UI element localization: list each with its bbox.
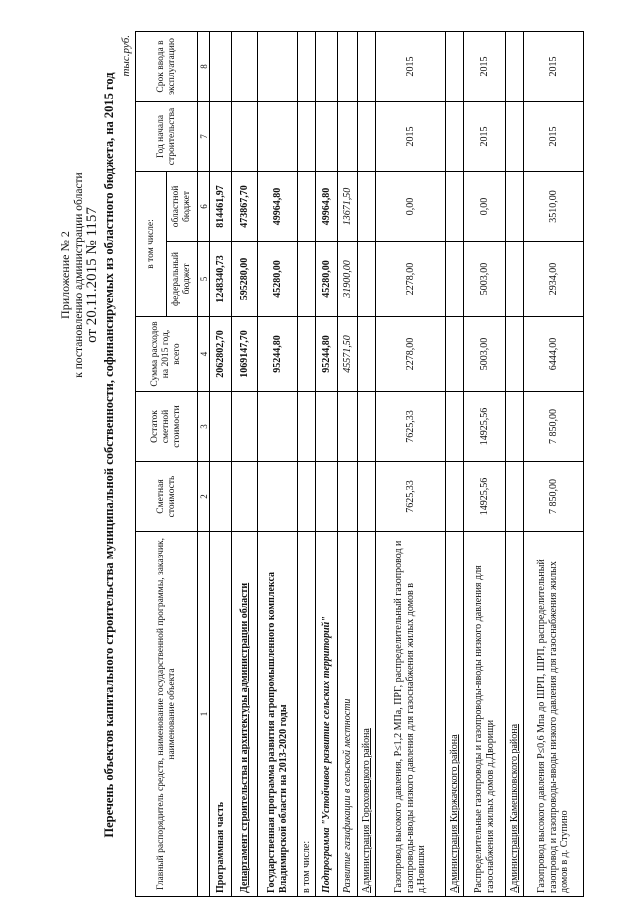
col-index: 2 <box>198 462 210 532</box>
col-header-start-year: Год начала строительства <box>136 102 198 172</box>
row-name: Администрация Киржачского района <box>446 532 464 897</box>
col-header-commission-date: Срок ввода в эксплуатацию <box>136 32 198 102</box>
cell-total <box>298 317 316 392</box>
cell-estimated-cost <box>210 462 232 532</box>
cell-federal <box>446 242 464 317</box>
table-row <box>506 32 524 897</box>
cell-regional <box>358 172 376 242</box>
table-row <box>232 32 258 897</box>
cell-federal: 595280,00 <box>232 242 258 317</box>
cell-federal <box>298 242 316 317</box>
col-header-estimated-cost: Сметная стоимость <box>136 462 198 532</box>
cell-regional: 49964,80 <box>258 172 298 242</box>
cell-regional: 0,00 <box>376 172 446 242</box>
cell-estimated-cost <box>358 462 376 532</box>
table-row <box>210 32 232 897</box>
col-index: 7 <box>198 102 210 172</box>
cell-total <box>358 317 376 392</box>
cell-total: 5003,00 <box>464 317 506 392</box>
cell-regional <box>298 172 316 242</box>
cell-commission <box>358 32 376 102</box>
cell-estimated-cost <box>506 462 524 532</box>
cell-commission <box>298 32 316 102</box>
cell-regional: 13671,50 <box>338 172 358 242</box>
col-index: 4 <box>198 317 210 392</box>
cell-federal: 5003,00 <box>464 242 506 317</box>
cell-remaining-cost <box>358 392 376 462</box>
cell-remaining-cost: 7 850,00 <box>524 392 584 462</box>
cell-remaining-cost <box>506 392 524 462</box>
cell-federal <box>358 242 376 317</box>
cell-total: 95244,80 <box>258 317 298 392</box>
cell-commission <box>210 32 232 102</box>
cell-commission <box>232 32 258 102</box>
row-name: в том числе: <box>298 532 316 897</box>
col-index: 1 <box>198 532 210 897</box>
cell-start-year <box>316 102 338 172</box>
col-header-regional: областной бюджет <box>167 172 198 242</box>
table-row <box>446 32 464 897</box>
cell-estimated-cost <box>298 462 316 532</box>
cell-federal: 2934,00 <box>524 242 584 317</box>
cell-total: 2062802,70 <box>210 317 232 392</box>
col-index: 3 <box>198 392 210 462</box>
cell-commission: 2015 <box>376 32 446 102</box>
cell-start-year: 2015 <box>524 102 584 172</box>
cell-regional: 3510,00 <box>524 172 584 242</box>
cell-federal: 45280,00 <box>258 242 298 317</box>
row-name: Государственная программа развития агропромышленного комплекса Владимирской области на 2013-2020 годы <box>258 532 298 897</box>
col-index: 5 <box>198 242 210 317</box>
row-name: Администрация Гороховецкого района <box>358 532 376 897</box>
cell-total <box>506 317 524 392</box>
cell-regional <box>506 172 524 242</box>
col-index: 6 <box>198 172 210 242</box>
cell-remaining-cost <box>232 392 258 462</box>
decree-date-number: от 20.11.2015 № 1157 <box>84 207 100 343</box>
cell-total: 45571,50 <box>338 317 358 392</box>
row-name: Департамент строительства и архитектуры администрации области <box>232 532 258 897</box>
table-row <box>316 32 338 897</box>
cell-estimated-cost: 7 850,00 <box>524 462 584 532</box>
table-row <box>376 32 446 897</box>
table-row <box>358 32 376 897</box>
cell-start-year: 2015 <box>376 102 446 172</box>
row-name: Подпрограмма "Устойчивое развитие сельских территорий" <box>316 532 338 897</box>
cell-remaining-cost <box>298 392 316 462</box>
document-title: Перечень объектов капитального строительства муниципальной собственности, софинансируемых из областного бюджета, на 2015 год <box>102 72 116 838</box>
col-header-federal: федеральный бюджет <box>167 242 198 317</box>
table-row <box>338 32 358 897</box>
cell-federal <box>506 242 524 317</box>
cell-start-year <box>338 102 358 172</box>
col-header-total-2015: Сумма расходов на 2015 год, всего <box>136 317 198 392</box>
cell-estimated-cost <box>232 462 258 532</box>
cell-start-year <box>232 102 258 172</box>
cell-federal: 45280,00 <box>316 242 338 317</box>
col-header-group: в том числе: <box>136 172 167 317</box>
appendix-label: Приложение № 2 <box>58 231 72 319</box>
cell-regional: 473867,70 <box>232 172 258 242</box>
col-header-remaining-cost: Остаток сметной стоимости <box>136 392 198 462</box>
cell-start-year <box>210 102 232 172</box>
table-row <box>298 32 316 897</box>
col-header-name: Главный распорядитель средств, наименование государственной программы, заказчик, наименование объекта <box>136 532 198 897</box>
cell-total <box>446 317 464 392</box>
cell-commission <box>316 32 338 102</box>
cell-regional: 0,00 <box>464 172 506 242</box>
cell-remaining-cost <box>446 392 464 462</box>
cell-commission: 2015 <box>524 32 584 102</box>
cell-regional: 49964,80 <box>316 172 338 242</box>
cell-start-year <box>258 102 298 172</box>
cell-estimated-cost: 7625,33 <box>376 462 446 532</box>
cell-total: 1069147,70 <box>232 317 258 392</box>
cell-estimated-cost <box>258 462 298 532</box>
cell-total: 2278,00 <box>376 317 446 392</box>
objects-table <box>135 31 584 897</box>
table-row <box>524 32 584 897</box>
cell-total: 6444,00 <box>524 317 584 392</box>
row-name: Программная часть <box>210 532 232 897</box>
table-row <box>464 32 506 897</box>
row-name: Газопровод высокого давления Р≤0,6 Мпа до ШРП, ШРП, распределительный газопровод и газопроводы-вводы низкого давления для газоснабжения жилых домов в д. Ступино <box>524 532 584 897</box>
cell-start-year <box>358 102 376 172</box>
cell-start-year: 2015 <box>464 102 506 172</box>
cell-start-year <box>298 102 316 172</box>
cell-estimated-cost <box>316 462 338 532</box>
row-name: Распределительные газопроводы и газопроводы-вводы низкого давления для газоснабжения жилых домов д.Дворищи <box>464 532 506 897</box>
cell-commission <box>338 32 358 102</box>
cell-regional: 814461,97 <box>210 172 232 242</box>
cell-total: 95244,80 <box>316 317 338 392</box>
cell-start-year <box>506 102 524 172</box>
cell-start-year <box>446 102 464 172</box>
cell-remaining-cost <box>316 392 338 462</box>
cell-estimated-cost <box>446 462 464 532</box>
cell-regional <box>446 172 464 242</box>
row-name: Газопровод высокого давления, Р≤1,2 МПа, ПРГ, распределительный газопровод и газопроводы-вводы низкого давления для газоснабжения жилых домов в д.Новишки <box>376 532 446 897</box>
row-name: Администрация Камешковского района <box>506 532 524 897</box>
cell-federal: 31900,00 <box>338 242 358 317</box>
cell-federal: 1248340,73 <box>210 242 232 317</box>
cell-commission <box>258 32 298 102</box>
col-index: 8 <box>198 32 210 102</box>
cell-remaining-cost <box>258 392 298 462</box>
row-name: Развитие газификации в сельской местности <box>338 532 358 897</box>
cell-remaining-cost <box>338 392 358 462</box>
cell-commission <box>506 32 524 102</box>
cell-remaining-cost <box>210 392 232 462</box>
cell-remaining-cost: 7625,33 <box>376 392 446 462</box>
cell-remaining-cost: 14925,56 <box>464 392 506 462</box>
table-row <box>258 32 298 897</box>
cell-estimated-cost <box>338 462 358 532</box>
cell-estimated-cost: 14925,56 <box>464 462 506 532</box>
cell-commission <box>446 32 464 102</box>
decree-reference: к постановлению администрации области <box>73 172 85 378</box>
cell-federal: 2278,00 <box>376 242 446 317</box>
units-label: тыс.руб. <box>120 35 132 77</box>
cell-commission: 2015 <box>464 32 506 102</box>
